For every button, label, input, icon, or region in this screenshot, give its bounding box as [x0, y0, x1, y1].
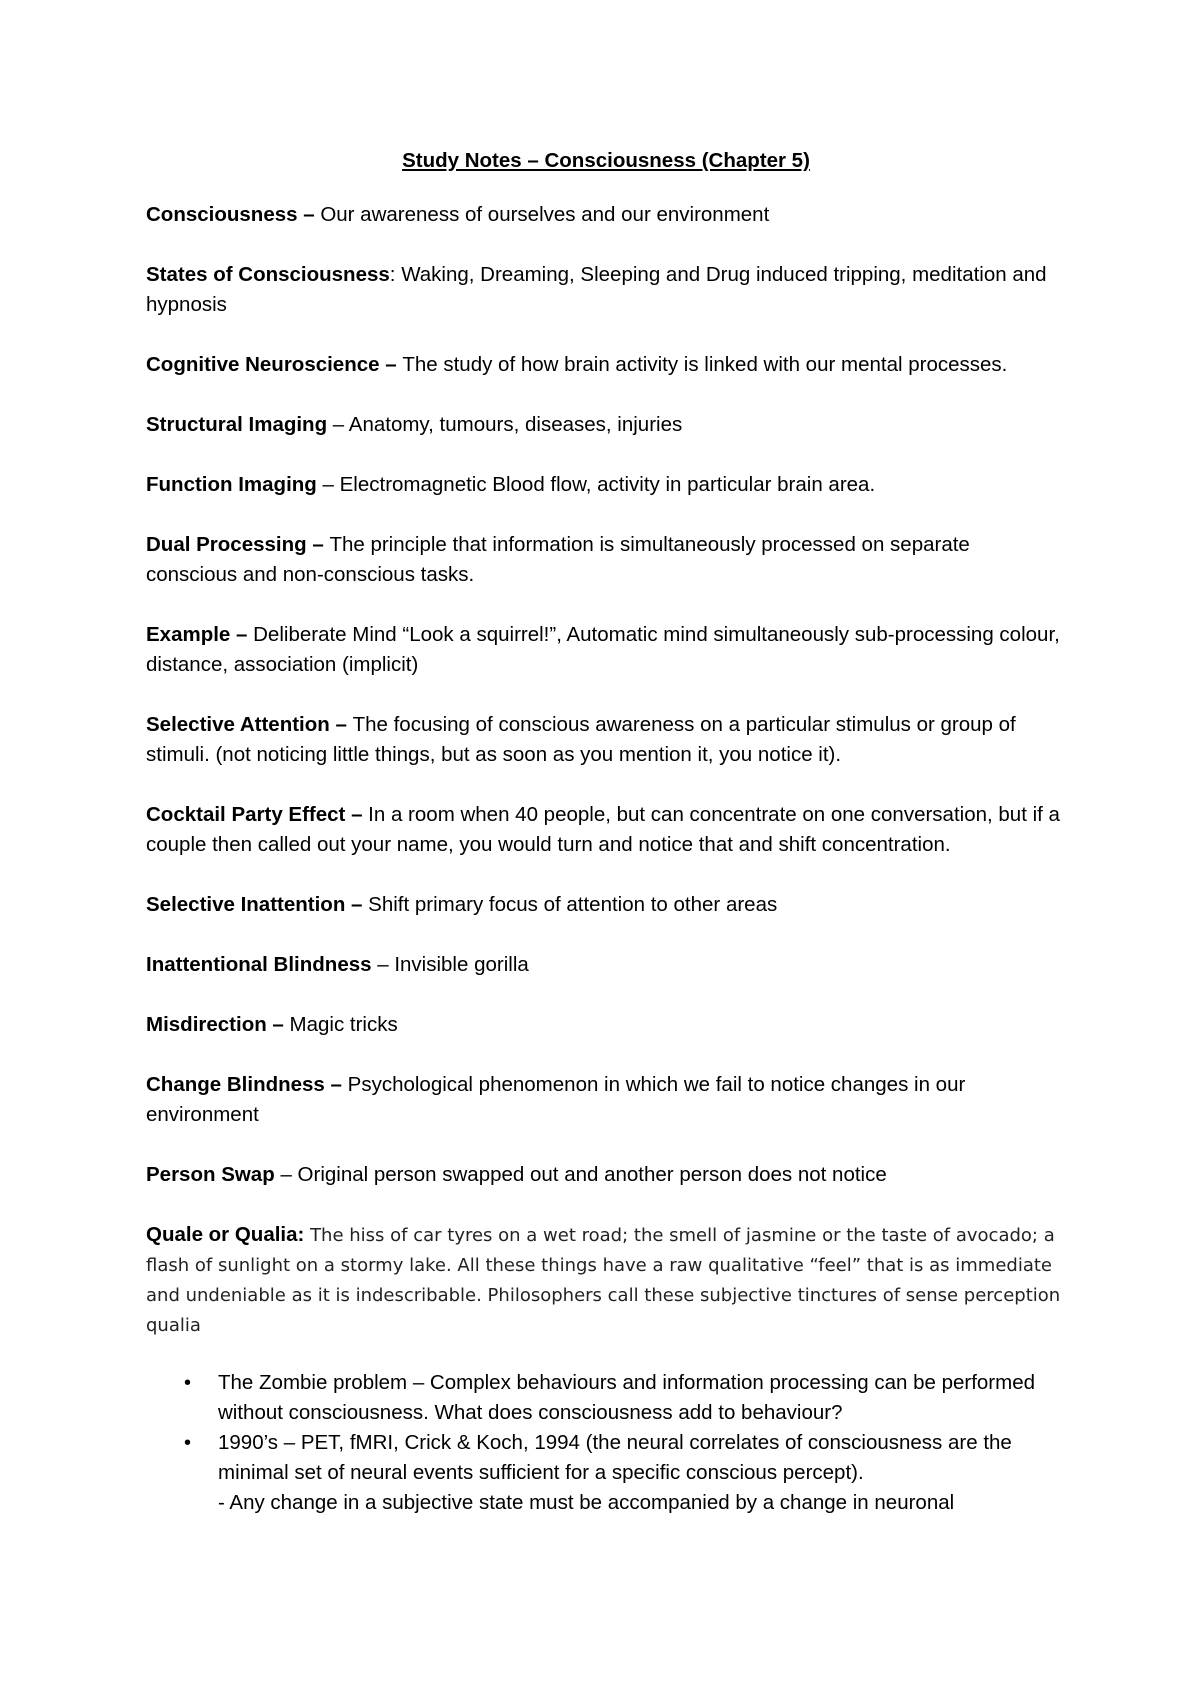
entry-definition: : Waking, Dreaming, Sleeping and Drug induced tripping, meditation and hypnosis	[146, 263, 1047, 316]
entry-term: Example –	[146, 623, 254, 646]
entry-definition: In a room when 40 people, but can concentrate on one conversation, but if a couple then called out your name, you would turn and notice that and shift concentration.	[146, 803, 1060, 856]
entry-inattentional-blindness	[146, 950, 1066, 980]
entry-person-swap	[146, 1160, 1066, 1190]
entry-states-of-consciousness	[146, 260, 1066, 320]
entry-definition: – Anatomy, tumours, diseases, injuries	[327, 413, 683, 436]
bullet-text: 1990’s – PET, fMRI, Crick & Koch, 1994 (the neural correlates of consciousness are the minimal set of neural events sufficient for a specific conscious percept).	[218, 1431, 1012, 1484]
bullet-icon: •	[184, 1432, 192, 1454]
entry-term: Dual Processing –	[146, 533, 330, 556]
entry-function-imaging	[146, 470, 1066, 500]
entry-definition: The focusing of conscious awareness on a particular stimulus or group of stimuli. (not noticing little things, but as soon as you mention it, you notice it).	[146, 713, 1016, 766]
entry-term: Inattentional Blindness	[146, 953, 372, 976]
entry-term: Selective Attention –	[146, 713, 353, 736]
entry-selective-attention	[146, 710, 1066, 770]
entry-definition: The principle that information is simultaneously processed on separate conscious and non-conscious tasks.	[146, 533, 970, 586]
entry-misdirection	[146, 1010, 1066, 1040]
entry-cognitive-neuroscience	[146, 350, 1066, 380]
entry-consciousness	[146, 200, 1066, 230]
entry-quale-or-qualia	[146, 1220, 1066, 1340]
entry-term: Cognitive Neuroscience –	[146, 353, 403, 376]
bullet-text: The Zombie problem – Complex behaviours and information processing can be performed without consciousness. What does consciousness add to behaviour?	[218, 1371, 1036, 1424]
entry-definition: The hiss of car tyres on a wet road; the smell of jasmine or the taste of avocado; a flash of sunlight on a stormy lake. All these things have a raw qualitative “feel” that is as immediate and undeniable as it is indescribable. Philosophers call these subjective tinctures of sense perception qualia	[146, 1225, 1061, 1336]
entry-dual-processing	[146, 530, 1066, 590]
entry-term: Person Swap	[146, 1163, 275, 1186]
entry-definition: The study of how brain activity is linked with our mental processes.	[402, 353, 1008, 376]
entry-term: Quale or Qualia	[146, 1223, 298, 1246]
entry-term: Change Blindness –	[146, 1073, 348, 1096]
bullet-list	[146, 1368, 1066, 1518]
entry-term: Structural Imaging	[146, 413, 328, 436]
entry-term: States of Consciousness	[146, 263, 390, 286]
entry-term: Cocktail Party Effect –	[146, 803, 369, 826]
page-title: Study Notes – Consciousness (Chapter 5)	[402, 149, 810, 172]
entry-definition: Shift primary focus of attention to other areas	[368, 893, 778, 916]
entry-definition: Our awareness of ourselves and our environment	[320, 203, 770, 226]
entry-separator: :	[297, 1223, 311, 1246]
entry-definition: Psychological phenomenon in which we fail to notice changes in our environment	[146, 1073, 966, 1126]
entry-definition: Magic tricks	[289, 1013, 398, 1036]
bullet-subtext: - Any change in a subjective state must be accompanied by a change in neuronal	[218, 1491, 955, 1514]
entry-example	[146, 620, 1066, 680]
entry-term: Misdirection –	[146, 1013, 290, 1036]
entry-change-blindness	[146, 1070, 1066, 1130]
entry-cocktail-party-effect	[146, 800, 1066, 860]
entry-definition: – Electromagnetic Blood flow, activity in particular brain area.	[316, 473, 876, 496]
entry-definition: – Invisible gorilla	[371, 953, 529, 976]
entry-term: Selective Inattention –	[146, 893, 369, 916]
bullet-icon: •	[184, 1372, 192, 1394]
entry-selective-inattention	[146, 890, 1066, 920]
entry-structural-imaging	[146, 410, 1066, 440]
entry-definition: Deliberate Mind “Look a squirrel!”, Automatic mind simultaneously sub-processing colour, distance, association (implicit)	[146, 623, 1060, 676]
entry-definition: – Original person swapped out and another person does not notice	[274, 1163, 887, 1186]
list-item	[146, 1428, 1066, 1518]
entry-term: Function Imaging	[146, 473, 317, 496]
list-item	[146, 1368, 1066, 1428]
entry-term: Consciousness –	[146, 203, 321, 226]
document-body	[146, 146, 1066, 1518]
